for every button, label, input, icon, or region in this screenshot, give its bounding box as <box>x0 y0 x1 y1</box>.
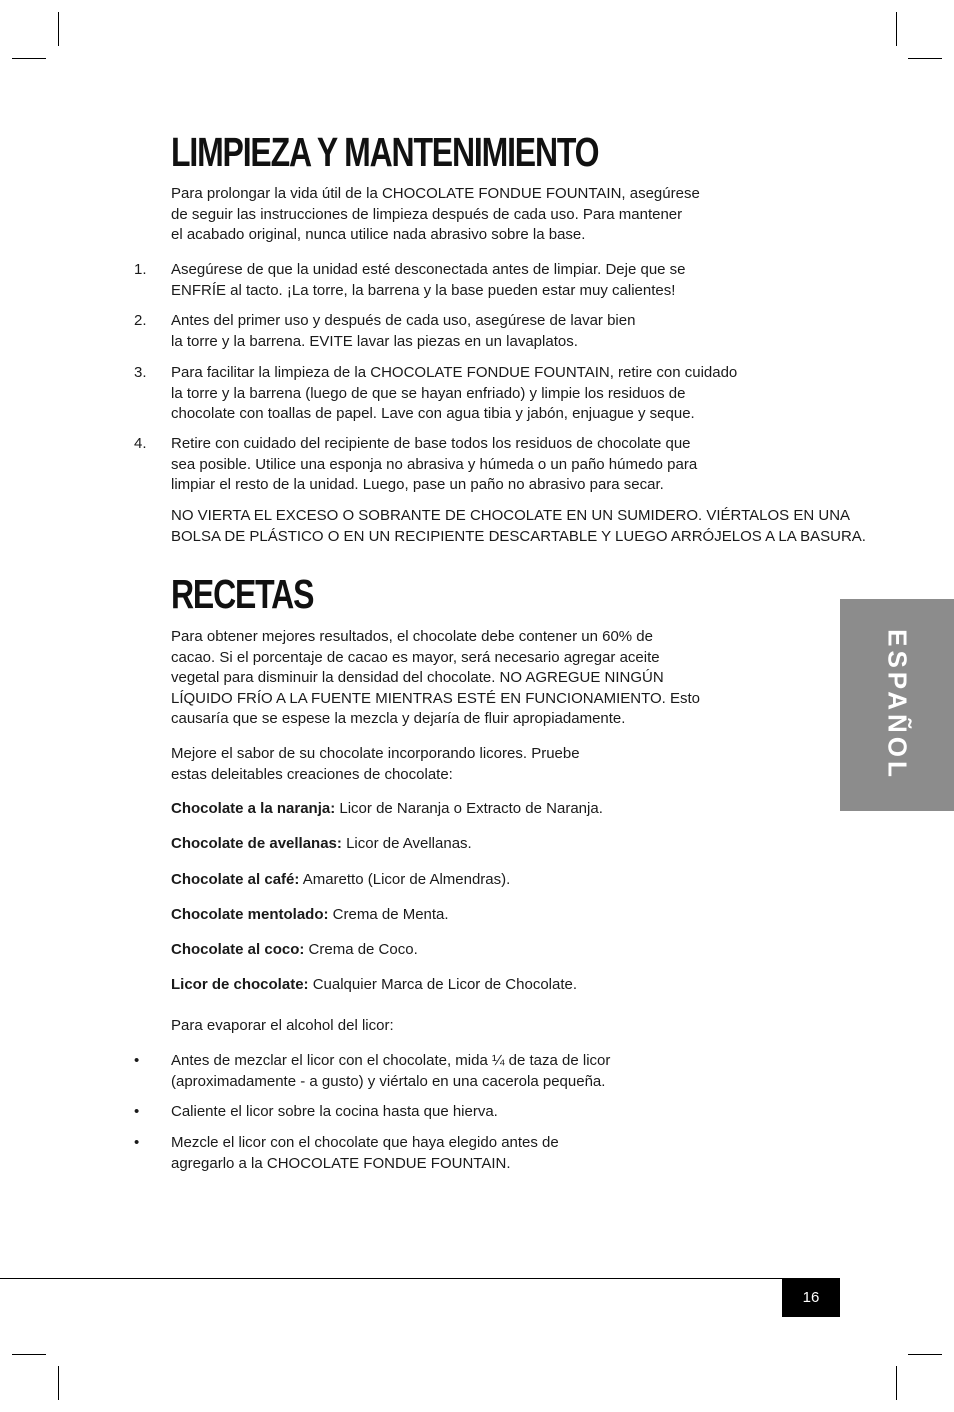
cleaning-warning: NO VIERTA EL EXCESO O SOBRANTE DE CHOCOLATE EN UN SUMIDERO. VIÉRTALOS EN UNA BOLSA DE PLÁSTICO O EN UN RECIPIENTE DESCARTABLE Y LUEGO ARRÓJELOS A LA BASURA. <box>171 507 866 545</box>
crop-mark <box>12 58 46 59</box>
cleaning-intro: Para prolongar la vida útil de la CHOCOLATE FONDUE FOUNTAIN, asegúrese de seguir las instrucciones de limpieza después de cada uso. Para mantener el acabado original, nunca utilice nada abrasivo sobre la base. <box>171 185 700 243</box>
crop-mark <box>12 1354 46 1355</box>
crop-mark <box>896 1366 897 1400</box>
language-tab-label: ESPAÑOL <box>882 629 913 781</box>
cleaning-step: Retire con cuidado del recipiente de base todos los residuos de chocolate que sea posible. Utilice una esponja no abrasiva y húmeda o un paño húmedo para limpiar el resto de la unidad. Luego, pase un paño no abrasivo para secar. <box>171 435 698 493</box>
step-number: 3. <box>134 364 147 381</box>
bullet-marker: • <box>134 1134 140 1151</box>
cleaning-title: LIMPIEZA Y MANTENIMIENTO <box>171 129 599 175</box>
language-tab <box>840 599 954 811</box>
cleaning-step: Antes del primer uso y después de cada uso, asegúrese de lavar bien la torre y la barrena. EVITE lavar las piezas en un lavaplatos. <box>171 312 636 350</box>
bullet-item: Mezcle el licor con el chocolate que haya elegido antes de agregarlo a la CHOCOLATE FONDUE FOUNTAIN. <box>171 1134 559 1172</box>
crop-mark <box>896 12 897 46</box>
recipe-item <box>171 975 577 996</box>
crop-mark <box>58 12 59 46</box>
bullet-marker: • <box>134 1103 140 1120</box>
recipe-text: Crema de Coco. <box>304 941 418 958</box>
recipes-title: RECETAS <box>171 571 314 617</box>
recipe-item <box>171 905 449 926</box>
cleaning-step: Para facilitar la limpieza de la CHOCOLATE FONDUE FOUNTAIN, retire con cuidado la torre y la barrena (luego de que se hayan enfriado) y limpie los residuos de chocolate con toallas de papel. Lave con agua tibia y jabón, enjuague y seque. <box>171 364 738 422</box>
recipe-label: Chocolate a la naranja: <box>171 800 336 817</box>
crop-mark <box>908 1354 942 1355</box>
step-number: 4. <box>134 435 147 452</box>
recipes-intro: Para obtener mejores resultados, el chocolate debe contener un 60% de cacao. Si el porcentaje de cacao es mayor, será necesario agregar aceite vegetal para disminuir la densidad del chocolate. NO AGREGUE NINGÚN LÍQUIDO FRÍO A LA FUENTE MIENTRAS ESTÉ EN FUNCIONAMIENTO. Esto causaría que se espese la mezcla y dejaría de fluir apropiadamente. <box>171 628 700 727</box>
recipe-text: Licor de Avellanas. <box>341 835 472 852</box>
recipe-label: Licor de chocolate: <box>171 976 309 993</box>
recipe-label: Chocolate mentolado: <box>171 906 329 923</box>
recipe-item <box>171 834 472 855</box>
crop-mark <box>908 58 942 59</box>
cleaning-step: Asegúrese de que la unidad esté desconectada antes de limpiar. Deje que se ENFRÍE al tacto. ¡La torre, la barrena y la base pueden estar muy calientes! <box>171 261 686 299</box>
step-number: 1. <box>134 261 147 278</box>
recipe-text: Crema de Menta. <box>328 906 449 923</box>
bullet-item: Antes de mezclar el licor con el chocolate, mida ¼ de taza de licor (aproximadamente - a gusto) y viértalo en una cacerola pequeña. <box>171 1052 611 1090</box>
recipe-text: Licor de Naranja o Extracto de Naranja. <box>335 800 603 817</box>
bullet-marker: • <box>134 1052 140 1069</box>
bullet-item: Caliente el licor sobre la cocina hasta que hierva. <box>171 1103 498 1120</box>
recipe-text: Cualquier Marca de Licor de Chocolate. <box>308 976 578 993</box>
liqueur-intro: Mejore el sabor de su chocolate incorporando licores. Pruebe estas deleitables creaciones de chocolate: <box>171 745 580 783</box>
crop-mark <box>58 1366 59 1400</box>
recipe-label: Chocolate al café: <box>171 871 300 888</box>
recipe-label: Chocolate de avellanas: <box>171 835 342 852</box>
evaporate-intro: Para evaporar el alcohol del licor: <box>171 1017 394 1034</box>
recipe-item <box>171 870 510 891</box>
recipe-item <box>171 940 418 961</box>
recipe-text: Amaretto (Licor de Almendras). <box>299 871 511 888</box>
page-number: 16 <box>782 1278 840 1317</box>
recipe-label: Chocolate al coco: <box>171 941 305 958</box>
footer-rule <box>0 1278 840 1279</box>
step-number: 2. <box>134 312 147 329</box>
recipe-item <box>171 799 603 820</box>
